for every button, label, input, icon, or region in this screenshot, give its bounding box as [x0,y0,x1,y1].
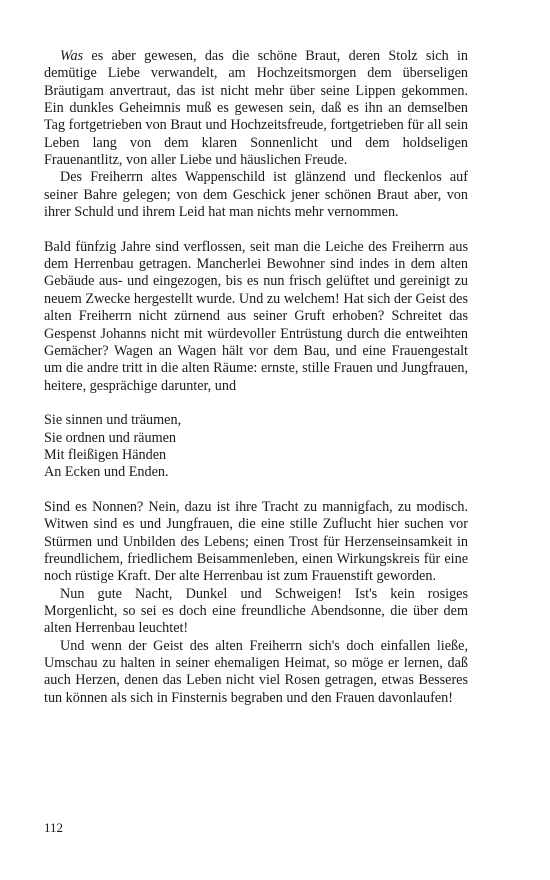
paragraph-4: Sind es Nonnen? Nein, dazu ist ihre Tracht zu mannigfach, zu modisch. Witwen sind es und Jungfrauen, die eine stille Zuflucht hier suchen vor Stürmen und Unbilden des Lebens; einen Trost für Herzenseinsamkeit in freundlichem, friedlichem Beisammenleben, einen Wirkungskreis für eine noch rüstige Kraft. Der alte Herrenbau ist zum Frauenstift geworden. [44,498,468,585]
section-gap [44,221,468,238]
paragraph-2: Des Freiherrn altes Wappenschild ist glänzend und fleckenlos auf seiner Bahre gelegen; von dem Geschick jener schönen Braut aber, von ihrer Schuld und ihrem Leid hat man nichts mehr vernommen. [44,169,468,221]
verse-line: Sie sinnen und träumen, [44,412,182,429]
section-gap [44,395,468,412]
paragraph-6: Und wenn der Geist des alten Freiherrn sich's doch einfallen ließe, Umschau zu halten in seiner ehemaligen Heimat, so möge er lernen, daß auch Herzen, denen das Leben nicht viel Rosen getragen, etwas Besseres tun können als sich in Finsternis begraben und den Frauen davonlaufen! [44,637,468,706]
page-number: 112 [44,820,64,835]
paragraph-5: Nun gute Nacht, Dunkel und Schweigen! Ist's kein rosiges Morgenlicht, so sei es doch eine freundliche Abendsonne, die über dem alten Herrenbau leuchtet! [44,585,468,637]
verse [44,412,468,481]
paragraph-3: Bald fünfzig Jahre sind verflossen, seit man die Leiche des Freiherrn aus dem Herrenbau getragen. Mancherlei Bewohner sind indes in dem alten Gebäude aus- und eingezogen, bis es nun frisch gelüftet und gereinigt zu neuem Zwecke hergestellt wurde. Und zu welchem! Hat sich der Geist des alten Freiherrn nicht zürnend aus seiner Gruft erhoben? Schreitet das Gespenst Johanns nicht mit würdevoller Entrüstung durch die entweihten Gemächer? Wagen an Wagen hält vor dem Bau, und eine Frauengestalt um die andre tritt in die alten Räume: ernste, stille Frauen und Jungfrauen, heitere, gesprächige darunter, und [44,238,468,394]
paragraph-1-lead: Was [60,48,84,64]
paragraph-1 [44,48,468,169]
verse-line: An Ecken und Enden. [44,464,169,481]
body-text [44,48,468,707]
paragraph-1-text: es aber gewesen, das die schöne Braut, deren Stolz sich in demütige Liebe verwandelt, am Hochzeitsmorgen dem überseligen Bräutigam anvertraut, das ist nicht mehr über seine Lippen gekommen. Ein dunkles Geheimnis muß es gewesen sein, daß es ihn an demselben Tag fortgetrieben von Braut und Hochzeitsfreude, fortgetrieben für all sein Leben lang von dem klaren Sonnenlicht und dem holdseligen Frauenantlitz, von aller Liebe und häuslichen Freude. [44,48,468,169]
verse-line: Mit fleißigen Händen [44,446,167,463]
section-gap [44,482,468,499]
verse-line: Sie ordnen und räumen [44,429,176,446]
